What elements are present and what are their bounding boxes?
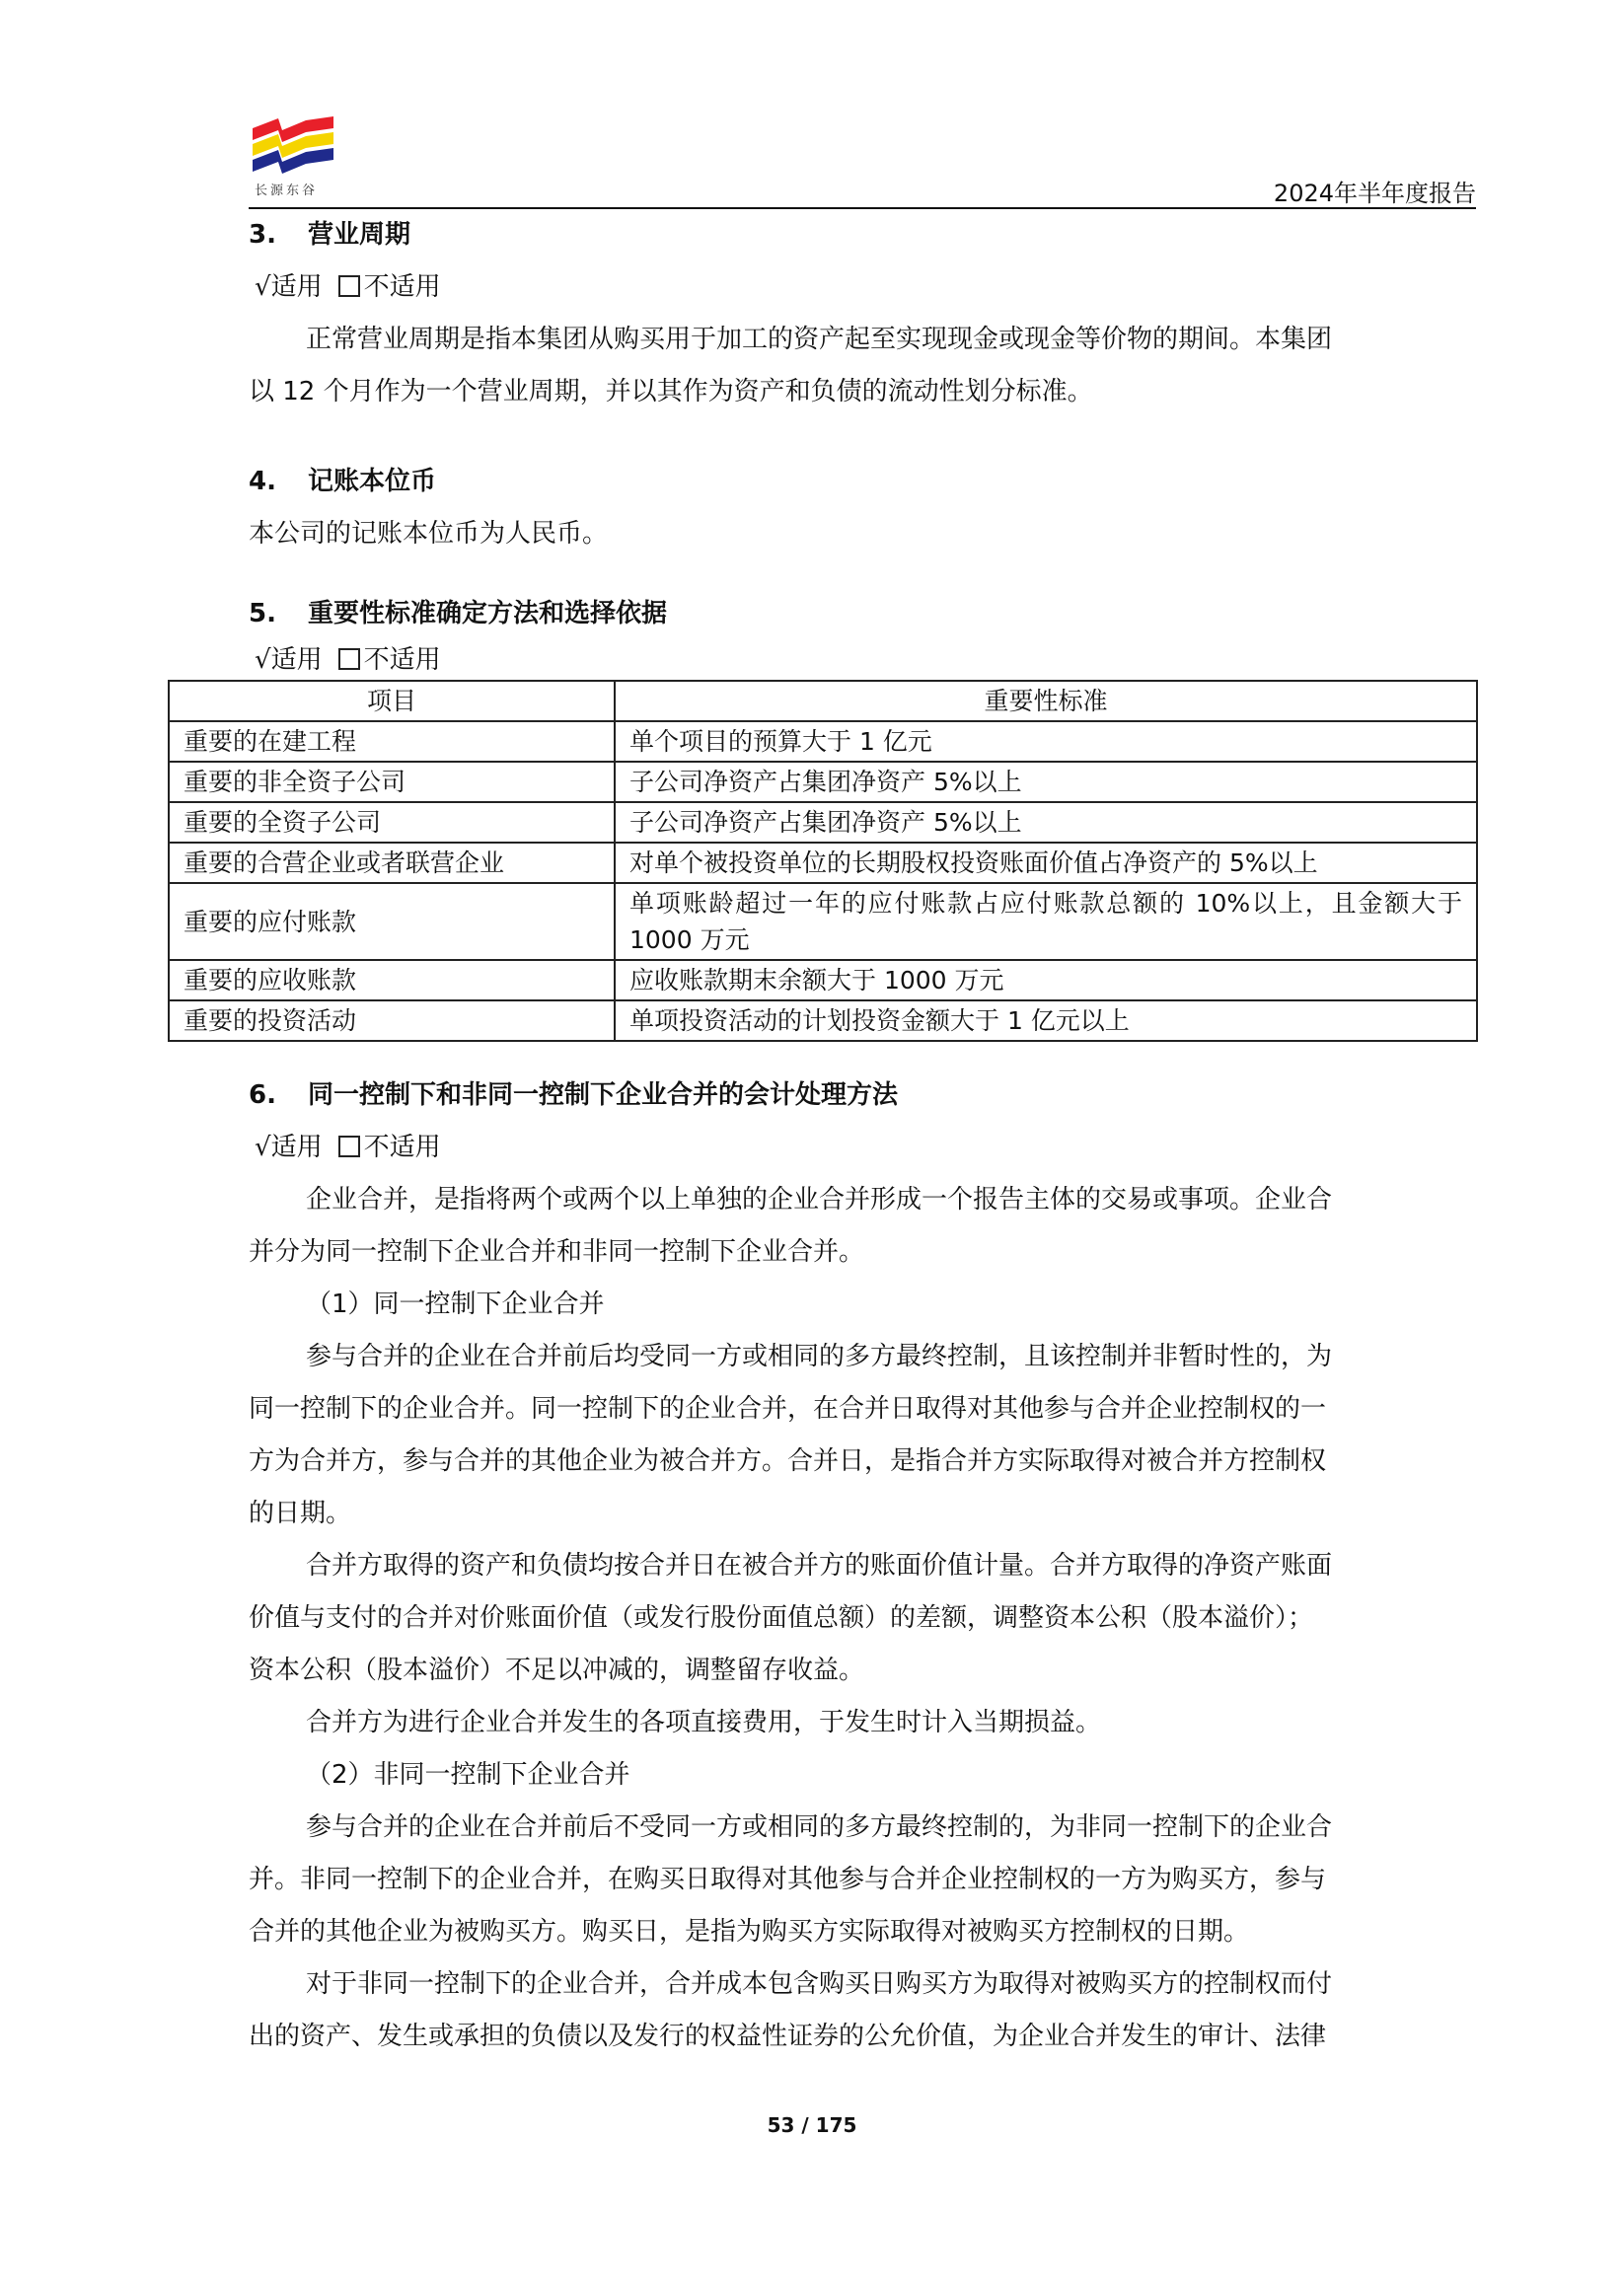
materiality-table [168,680,1478,1042]
section-heading-5: 5. 重要性标准确定方法和选择依据 [249,599,668,628]
table-row [169,883,1477,960]
checkbox-icon [338,648,360,670]
checkbox-icon [338,1136,360,1157]
not-applicable-label: 不适用 [363,1133,441,1162]
paragraph-line: 以 12 个月作为一个营业周期，并以其作为资产和负债的流动性划分标准。 [249,377,1093,406]
table-cell: 重要的非全资子公司 [169,762,615,802]
paragraph: 合并方为进行企业合并发生的各项直接费用，于发生时计入当期损益。 [306,1708,1102,1737]
table-row [169,721,1477,762]
paragraph-line: 价值与支付的合并对价账面价值（或发行股份面值总额）的差额，调整资本公积（股本溢价）； [249,1603,1314,1633]
table-cell: 单个项目的预算大于 1 亿元 [615,721,1477,762]
table-cell: 重要的应付账款 [169,883,615,960]
applicable-checked: √适用 [255,645,323,675]
paragraph: 参与合并的企业在合并前后不受同一方或相同的多方最终控制的，为非同一控制下的企业合 [306,1812,1333,1842]
table-row [169,1000,1477,1041]
table-cell: 重要的投资活动 [169,1000,615,1041]
table-cell: 子公司净资产占集团净资产 5%以上 [615,802,1477,843]
paragraph: 企业合并，是指将两个或两个以上单独的企业合并形成一个报告主体的交易或事项。企业合 [306,1185,1333,1215]
checkbox-icon [338,275,360,297]
table-cell: 重要的应收账款 [169,960,615,1000]
applicability-row [249,640,1476,680]
table-cell: 子公司净资产占集团净资产 5%以上 [615,762,1477,802]
paragraph: 参与合并的企业在合并前后均受同一方或相同的多方最终控制，且该控制并非暂时性的，为 [306,1342,1333,1371]
table-row [169,762,1477,802]
applicable-checked: √适用 [255,1133,323,1162]
paragraph-line: 出的资产、发生或承担的负债以及发行的权益性证券的公允价值，为企业合并发生的审计、法律 [249,2022,1327,2051]
page-number: 53 / 175 [767,2113,857,2137]
paragraph-line: 的日期。 [249,1499,352,1528]
paragraph-line: 同一控制下的企业合并。同一控制下的企业合并，在合并日取得对其他参与合并企业控制权的一 [249,1394,1327,1424]
paragraph-line: 资本公积（股本溢价）不足以冲减的，调整留存收益。 [249,1656,865,1685]
not-applicable-label: 不适用 [363,272,441,302]
table-row [169,960,1477,1000]
table-row [169,802,1477,843]
paragraph: 本公司的记账本位币为人民币。 [249,519,609,549]
paragraph-line: 并。非同一控制下的企业合并，在购买日取得对其他参与合并企业控制权的一方为购买方，参与 [249,1865,1327,1894]
paragraph-line: 方为合并方，参与合并的其他企业为被合并方。合并日，是指合并方实际取得对被合并方控制权 [249,1446,1327,1476]
paragraph: 正常营业周期是指本集团从购买用于加工的资产起至实现现金或现金等价物的期间。本集团 [306,325,1333,354]
applicability-row [249,261,1476,314]
section-heading-3: 3. 营业周期 [249,220,411,250]
table-cell: 单项账龄超过一年的应付账款占应付账款总额的 10%以上，且金额大于 1000 万元 [615,883,1477,960]
table-cell: 重要的全资子公司 [169,802,615,843]
column-header: 项目 [169,681,615,721]
page-content [184,209,1476,2063]
table-header-row [169,681,1477,721]
not-applicable-label: 不适用 [363,645,441,675]
subheading: （2）非同一控制下企业合并 [306,1760,630,1790]
report-title: 2024年半年度报告 [1273,180,1476,207]
applicability-row [249,1122,1476,1174]
subheading: （1）同一控制下企业合并 [306,1290,605,1319]
applicable-checked: √适用 [255,272,323,302]
table-cell: 单项投资活动的计划投资金额大于 1 亿元以上 [615,1000,1477,1041]
paragraph-line: 并分为同一控制下企业合并和非同一控制下企业合并。 [249,1237,865,1267]
table-cell: 重要的在建工程 [169,721,615,762]
paragraph: 合并方取得的资产和负债均按合并日在被合并方的账面价值计量。合并方取得的净资产账面 [306,1551,1333,1581]
table-cell: 重要的合营企业或者联营企业 [169,843,615,883]
section-heading-6: 6. 同一控制下和非同一控制下企业合并的会计处理方法 [249,1080,899,1110]
paragraph: 对于非同一控制下的企业合并，合并成本包含购买日购买方为取得对被购买方的控制权而付 [306,1969,1333,1999]
logo-text: 长源东谷 [255,184,319,198]
table-cell: 应收账款期末余额大于 1000 万元 [615,960,1477,1000]
paragraph-line: 合并的其他企业为被购买方。购买日，是指为购买方实际取得对被购买方控制权的日期。 [249,1917,1250,1947]
table-row [169,843,1477,883]
section-heading-4: 4. 记账本位币 [249,467,437,496]
column-header: 重要性标准 [615,681,1477,721]
table-cell: 对单个被投资单位的长期股权投资账面价值占净资产的 5%以上 [615,843,1477,883]
